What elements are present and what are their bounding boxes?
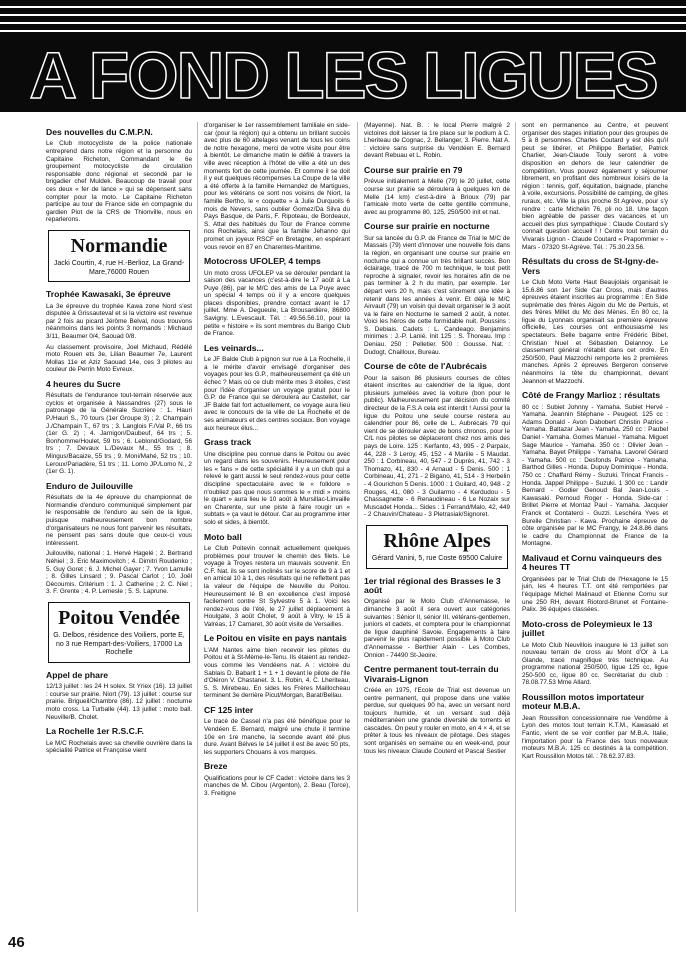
section-heading: Résultats du cross de St-Igny-de-Vers [522,256,659,276]
section-heading: CF 125 inter [204,705,254,716]
paragraph: Le Club Moto Verte Haut Beaujolais organisait le 15.6.86 son 1er Side Car Cross, mais d'autres épreuves étaient inscrites au programme : En Side suprématie des frères Aigoin du Mc de Pertuis, et des frères Millet du Mc des Mènes. En 80 cc, la ligue du Lyonnais organisait sa première épreuve officielle, Les courses ont enthousiasmé les spectateurs. Belle bagarre entre Frédéric Bibet, Christian Nuel et Sébastien Delannoy. Le classement général n'établit dans cet ordre. En 250/500, Paul Mazzochi remporte les 2 premières manches. Après 2 épreuves Bergeron conserve néanmoins la tête du championnat, devant Jeannon et Mazzochi. [522,278,668,385]
paragraph: Au classement provisoire, Joel Michaud, Rédélé moto Rouen ets 3e, Lilian Beaumer 7e, Laurent Mollas 11e et Aziz Saouad 14e, ces 3 pilotes au couleur de Perrin Moto Evreux. [46,343,192,374]
section-heading: La Rochelle 1er R.S.C.F. [46,726,144,737]
paragraph: Juilouville, national : 1. Hervé Hagelé ; 2. Bertrand Néhiel ; 3. Eric Maximovitch ; 4. Dimitri Roudenko ; 5. Guy Goret ; 6. J. Michel Gayer ; 7. Yvon Lamulle ; 8. Gilles Linsard ; 9. Pascal Carlot ; 10. Joël Découmis. Critérium : 1. J. Catherine ; 2. C. Niel ; 3. F. Grente ; 4. P. Lemesle ; 5. S. Laprune. [46,550,192,596]
section-heading: Course sur prairie en 79 [364,164,463,175]
banner-stripe [0,14,686,16]
paragraph: Le Club motocycliste de la police nationale entreprend dans notre région et la personne du Capitaine Richeton, Commandant le 6e groupement motocycliste de circulation responsable donc régional et secondé par le brigadier chef Muldek. Beaucoup de travail pour ces deux « fer de lance » qui se dépensent sans compter pour la moto. Le Capitaine Richeton participe au tour de France side en compagnie du gardien Piot de la CRS de Thionville, nous en reparlerons. [46,140,192,224]
region-address: G. Delbos, résidence des Voiliers, porte E, no 3 rue Rempart-des-Voiliers, 17000 La Rochelle [53,631,185,657]
paragraph: Créée en 1975, l'Ecole de Trial est devenue un centre permanent, qui propose dans une vallée perdue, sur quelques 90 ha, avec un versant nord toujours humide, et un versant sud déjà méditerranéen une grande diversité de torrents et cascades. On peut y rouler en moto, en 4 × 4, et se prêter à tous les niveaux de pilotage. Des stages sont organisés en semaine ou en week-end, pour tous les niveaux Claude Couterd et Pascal Sestier [364,686,510,755]
region-title: Poitou Vendée [58,606,180,629]
section-heading: Les veinards... [204,342,264,353]
paragraph: L'AM Nantes aime bien recevoir les pilotes du Poitou et à St-Mème-le-Tenu. Ils étaient au rendez-vous comme les Vendéens nat. A : victoire du Sablais D. Babarit 1 + 1 + 1 devant le pilote de l'Ile d'Oléron V. Chastanet. 3. L. Robin, 4. C. Lheriteau, 5. S. Mirebeau. En sides les Frères Maillocheau terminent 3e derrière Picut/Morgan, Barat/Bellau. [204,646,350,700]
section-heading: Des nouvelles du C.M.P.N. [46,127,153,137]
column-4 [522,122,668,763]
section-heading: Le Poitou en visite en pays nantais [204,633,347,644]
paragraph: Le M/C Rochelais avec sa cheville ouvrière dans la spécialité Patrice et Françoise vient [46,739,192,755]
column-divider [357,122,358,912]
section-heading: Motocross UFOLEP, 4 temps [204,256,321,267]
banner-stripe [0,22,686,24]
page-title: A FOND LES LIGUES [29,38,657,112]
column-divider [515,122,516,912]
paragraph: Pour la saison 86 plusieurs courses de côtes étaient inscrites au calendrier de la ligue, dont plusieurs jumelées avec la voiture (bon pour le public). Malheureusement par décision du comité directeur de la F.S.A cela est interdit ! Aussi pour la ligue du Poitou une seule course restera au calendrier pour 86, celle de L. Aubrécais 79 qui vient de se dérouler avec de bons chronos, pour le C/L nos pilotes se déplaceront chez nos amis des pays de Loire. 125 : Kerfanto, 43, 995 - 2 Parpaix, 44, 228 - 3 Leroy, 45, 152 - 4 Mariile - 5 Maudat. 250 : 1 Corbineau, 40, 547 - 2 Duprès, 41, 742 - 3 Thomazo, 41, 830 - 4 Arnaud - 5 Denis. 500 : 1 Corbineau, 41, 271 - 2 Bigano, 41, 514 - 3 Herbelin - 4 Gourichon 5 Denis. 1000 : 1 Guilard, 40, 948 - 2 Rouges, 41, 080 - 3 Guilarmo - 4 Kerdudou - 5 Chassagnette - 6 Renaudineau - 6 Le Nozaix sur Muscadet Honda... Sides : 1 Ferrand/Malo, 42, 449 - 2 Chauvin/Chateau - 3 Pletrasiak/Signoret. [364,374,510,519]
section-heading: Course de côte de l'Aubrécais [364,361,487,372]
paragraph: Le Club Poitevin connait actuellement quelques problèmes pour trouver le chemin des filets. Le voyage à Troyes restera un mauvais souvenir. En C.F. Nat. ils se sont inclinés sur le score de 9 à 1 et en amical 10 à 1, des résultats qui ne reflettent pas la valeur de l'équipe de Neuville du Poitou. Heureusement lé B en excellence c'est imposé facilement contre St Sylvestre 5 à 1. Voici les rendez-vous de l'été, le 27 juillet déplacement à Houlgate, 3 août Cholet, 9 août à Vitry, le 15 à Valréas, 17 Camaret, 30 août visite de Versailles. [204,544,350,628]
region-address: Jacki Courtin, 4, rue H.-Berlioz, La Grand-Mare,76000 Rouen [53,259,185,276]
region-title: Normandie [70,234,168,257]
region-address: Gérard Vanini, 5, rue Coste 69500 Caluire [371,554,503,562]
region-box-rhone-alpes [366,525,508,569]
paragraph: Organisé par le Moto Club d'Annemasse, le dimanche 3 août il sera ouvert aux catégories suivantes : Sénior II, sénior III, vétérans-gentlemen, juniors et cadets, et comptera pour le championnat de ligue dauphiné Savoie. Engagements à faire parvenir le plus rapidement possible à Moto Club d'Annemasse - Berthier Alain - Les Combes, Onnion - 74490 St-Jeoire. [364,598,510,659]
paragraph: Le JF Balde Club à pignon sur rue à La Rochelle, il a le mérite d'avoir envisagé d'organiser des voyages pour les G.P., malheureusement ça été un échec ? Mais où ce club mérite mes 3 étoiles, c'est pour l'idée d'organiser un voyage gratuit pour le G.P. de France qui se déroulera au Castellet, car JF Balde fait fort actuellement, ce voyage aura lieu avec le concours de la ville de La Rochelle et de ses animateurs et des centres sociaux. Bon voyage aux heureux élus... [204,356,350,432]
section-heading: Centre permanent tout-terrain du Vivarais-Lignon [364,664,499,684]
section-heading: Enduro de Juilouville [46,480,133,491]
section-heading: Malivaud et Cornu vainqueurs des 4 heures TT [522,552,662,573]
section-heading: Moto ball [204,531,242,542]
column-3 [364,122,510,758]
section-heading: Course sur prairie en nocturne [364,221,490,232]
header-banner [0,0,686,112]
article-body [46,122,671,922]
section-heading: Côté de Frangy Marlioz : résultats [522,390,661,401]
region-title: Rhône Alpes [383,529,491,552]
paragraph: d'organiser le 1er rassemblement familiale en side-car (pour la région) qui a obtenu un brillant succès avec plus de 60 attelages venant de tous les coins de notre hexagone, merci de votre visite pour être à bientôt. Le dimanche matin le défilé à travers la ville avec réception à l'hôtel de ville a été un des moments fort de cette journée. Et comme il se doit il y eut quelques récompenses La Coupe de la ville a été offerte à la famille Hernandez de Martigues, pour les vétérans ce sont nos voisins de Niort, la famille Bertho, le « coquette » à Julie Durquoils 6 mois de Nevers, sans oublier Gomez/Da Silva du Pays Basque, de Paris, F. Ripoteau, de Bordeaux, S. Attal des habitués du Tour de France comme nos Rochelais, ainsi que la famille Jehanno qui promet un joyeux RSCF en Bretagne, en espérant vous revoir en 87 en Charentes-Maritime. [204,122,350,251]
section-heading: 1er trial régional des Brasses le 3 août [364,575,501,595]
section-heading: Moto-cross de Poleymieux le 13 juillet [522,618,653,639]
paragraph: Jean Roussillon concessionnaire rue Vendôme à Lyon des motos tout terrain K.T.M., Kawasaki et Fantic, vient de se voir confier par M.B.A. Italie, l'importation pour la France des tous nouveaux moteurs M.B.A. 125 cc destinés à la compétition. Kart Roussillon Motos tél. : 78.62.37.83. [522,714,668,760]
paragraph: Résultats de l'endurance tout-terrain réservée aux cyclos et organisée à Nassandres (27) sous le patronage de la Générale Sucrière : 1. Hauri P./Hauri S., 70 tours (1er Groupe 3) ; 2. Champain J./Champain T., 67 trs ; 3. Langlois F./Val P., 66 trs (1er G. 2) ; 4. Jarnigon/Daubeuf, 64 trs ; 5. Bonhomme/Houlet, 59 trs ; 6. Leblond/Godard, 56 trs ; 7. Devaux L./Devaux M., 55 trs ; 8. Mingus/Bacaize, 55 trs ; 9. Moni/Mahé, 52 trs ; 10. Leroux/Pariadère, 51 trs ; 11. Lomo JP./Lomo N., 2 (1er G. 1). [46,392,192,476]
paragraph: Prévue initialement à Melle (79) le 20 juillet, cette course sur prairie se déroulera à quelques km de Melle (14 km) c'est-à-dire à Brioux (79) par l'amicale moto verte de cette gentille commune, avec au programme 80, 125, 250/500 init et nat. [364,178,510,216]
paragraph: Résultats de la 4e épreuve du championnat de Normandie d'enduro communiqué simplement par le responsable de l'enduro au sein de la ligue, puisque malheureusement bon nombre d'organisateurs ne nous font parvenir les résultats, ne pensent pas sans doute que ceux-ci vous intéressent. [46,494,192,547]
column-2 [204,122,350,801]
column-divider [197,122,198,912]
column-1 [46,122,192,758]
paragraph: Le tracé de Cassel n'a pas été bénéfique pour le Vendéen E. Bernard, malgré une chute il termine 10e en 1re manche, la seconde avant été plus dure. Avant Bélves le 14 juillet il est 8e avec 50 pts, les supporters Chouans à vos marques. [204,718,350,756]
section-heading: Trophée Kawasaki, 3e épreuve [46,289,171,300]
paragraph: La 3e épreuve du trophée Kawa zone Nord s'est disputée à Grissauteval et si la victoire est revenue par 2 fois au picard Jérôme Belval, nous trouvons néanmoins dans les points 3 normands : Michaud 3/11, Beaumer 0/4, Saouad 0/8. [46,302,192,340]
paragraph: (Mayenne). Nat. B. : le local Pierre malgré 2 victoires doit laisser la 1re place sur le podium à C. Lheriteau de Cognac, 2. Bellanger, 3. Pierre. Nat A. : victoire sans surprise du Vendéen E. Bernard devant Rebuau et L. Robin. [364,122,510,160]
banner-stripe [0,6,686,8]
paragraph: Organisées par le Trial Club de l'Hexagone le 15 juin, les 4 heures T.T. ont été remportées par l'équipage Michel Malinaud et Etienne Cornu sur une 250 RH, devant Riotord-Brunet et Fontaine-Palix. 36 équipes classées. [522,575,668,614]
banner-stripe [0,30,686,32]
paragraph: Le Moto Club Neuvillois inaugure le 13 juillet son nouveau terrain de cross au Mont d'Or à La Glande, tracé magnifique très technique. Au programme national 250/500, ligue 125 cc, ligue 250-500 cc, ligue 80 cc. Secrétariat du club : 78.08.77.53 Mme Allard. [522,641,668,687]
region-box-poitou-vendee [48,602,190,663]
section-heading: Grass track [204,437,252,448]
page-number: 46 [8,934,25,951]
paragraph: Une discipline peu connue dans le Poitou ou avec un regard dans les souvenirs. Heureusement pour les « fans » de cette spécialité il y a un club qui a relevé le gant aussi le seul rendez-vous pour cette discipline spectaculaire avec le « folklore » n'oubliez pas que nous sommes le « midi » moins le quart » aura lieu le 10 août à Mursillac-Linvaille en Charente, sur une piste à faire rougir un « subtats » ça vaut le détour. Car au programme inter solo et sides, à bientôt. [204,450,350,526]
paragraph: 12/13 juillet : les 24 H solex. St Yriex (16). 13 juillet : course sur prairie. Niort (79). 13 juillet : course sur prairie. Brigueil/Chambre (86). 12 juillet : nocturne moto cross. La Turballe (44). 13 juillet : moto ball. Neuville/B. Cholet. [46,683,192,721]
section-heading: Breze [204,761,228,772]
paragraph: Un moto cross UFOLEP va se dérouler pendant la saison des vacances (c'est-à-dire le 17 août à La Puye (86), par le M/C des amis de La Puye avec un spécial 4 temps où il y a encore quelques places disponibles, prendre contact avant le 17 juillet. Mme A. Degueule, La Brousardière, 86800 Savigny. L.Evescault. Tél. : 49.56.56.10, pour la petite « histoire » ils sont membres du Barigo Club de France. [204,269,350,338]
paragraph: sont en permanence au Centre, et peuvent organiser des stages initiation pour des groupes de 5 à 8 personnes. Charles Coutard y est dès qu'il peut se libérer, et Philippe Berlatier, Patrick Charlier, Jean-Claude Touly seront à votre disposition en dehors de leur calendrier de compétition. Vous pouvez également y séjourner librement, en profitant des nombreux loisirs de la région : tennis, golf, équitation, baignade, planche à voile, excursions. Possibilité de camping, de gîtes ruraux, etc. Ville la plus proche St Agrève, pour s'y rendre : carte Michelin 76, pli no 18. Une façon bien agréable de passer des vacances et un accueil des plus sympathique : Claude Coutard s'y connait question accueil ! ! Centre tout terrain du Vivarais Lignon - Claude Coutard « Prapommier » - Mars - 07320 St-Agrève. Tél. : 75.30.23.56. [522,122,668,251]
paragraph: Qualifications pour le CF Cadet : victoire dans les 3 manches de M. Cibou (Argenton), 2. Beau (Torce), 3. Freitigne [204,774,350,797]
region-box-normandie [48,230,190,282]
section-heading: Roussillon motos importateur moteur M.B.A. [522,692,645,712]
paragraph: 80 cc : Subiet Johnny - Yamaha. Subiet Hervé - Yamaha. Jeannin Stéphane - Peugeot. 125 cc : Adams Donald - Avon Dabobert Christin Patrice - Yamaha. Baltazar Jean - Yamaha. 250 cc : Paubel Daniel - Yamaha. Gomes Manuel - Yamaha. Miguet Sage Maurice - Yamaha. 350 cc : Olivier Jean - Yamaha. Bayet Philippe - Yamaha. Lavorel Gérard - Yamaha. 500 cc : Desfonds Patrice - Yamaha. Barthod Gilles - Honda. Dupuy Dominique - Honda. 750 cc : Chaffard Rémy - Suzuki. Trincat Francis - Honda. Jappel Philippe - Suzuki. 1 300 cc : Landir Bernard - Godier Genoud Bal Jean-Louis - Kawasaki. Pernoud Roger - Honda. Side-car : Brillet Pierre et Montaz Paul - Yamaha. Jacquier Franck et Contaterci - Guzzi. Leschéra Yves et Burelle Christian - Kawa. Prochaine épreuve de côte organisée par le MC Frangy, le 24.8.86 dans le cadre du Championnat de France de la Montagne. [522,403,668,548]
paragraph: Sur sa lancée du G.P. de France de Trial le M/C de Massais (79) vient d'innover une nouvelle fois dans la région, en organisant une course sur prairie en nocturne qui a connue un très brillant succès. Bon éclairage, tracé de 700 m technique, le tout petit reproche à signaler, revoir les horaires afin de ne pas terminer à 2 h du matin, par exemple. 1er départ vers 20 h, mais c'est sûrement une idée à retenir dans les années à venir. Et déjà le M/C Airvault (79) un voisin qui devait organiser le 3 août va le faire en Nocturne le samedi 2 août, à noter. Voici les héros de cette formidable nuit. Poussins : S. Debiais. Cadets : L. Candeago. Benjamins minimes : J.-P. Lanié. Init 125 : S. Thoreau. Imp : Deniau. 250 : Pelletier. 500 : Gousse. Nat. : Dudogt, Chailloux, Bureau. [364,234,510,356]
section-heading: Appel de phare [46,669,109,680]
section-heading: 4 heures du Sucre [46,378,121,389]
